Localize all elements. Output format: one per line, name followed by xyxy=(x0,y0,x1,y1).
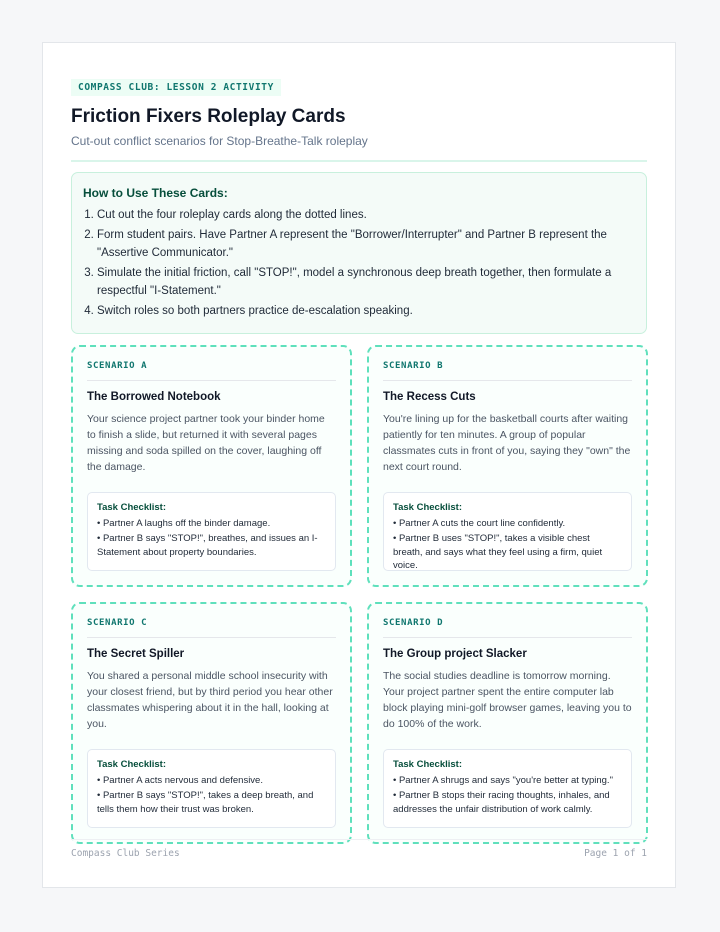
worksheet-page xyxy=(42,42,676,888)
card-divider xyxy=(383,380,632,381)
scenario-card-a xyxy=(71,345,352,587)
instruction-step: 4. Switch roles so both partners practice de-escalation speaking. xyxy=(97,302,634,320)
scenario-description: The social studies deadline is tomorrow morning. Your project partner spent the entire computer lab block playing mini-golf browser games, leaving you to do 100% of the work. xyxy=(383,669,632,730)
page-subtitle: Cut-out conflict scenarios for Stop-Breathe-Talk roleplay xyxy=(71,133,368,148)
checklist-item: • Partner A shrugs and says "you're better at typing." xyxy=(393,774,613,786)
scenario-card-grid xyxy=(71,345,647,844)
footer-page-number: Page 1 of 1 xyxy=(584,848,647,859)
header-divider xyxy=(71,160,647,162)
scenario-label: SCENARIO A xyxy=(87,360,148,371)
checklist-heading: Task Checklist: xyxy=(97,758,166,770)
instruction-step: 1. Cut out the four roleplay cards along the dotted lines. xyxy=(97,206,634,224)
scenario-label: SCENARIO B xyxy=(383,360,444,371)
checklist-item: • Partner B uses "STOP!", takes a visible chest breath, and says what they feel using a firm, quiet voice. xyxy=(393,533,603,572)
card-divider xyxy=(87,637,336,638)
page-title: Friction Fixers Roleplay Cards xyxy=(71,106,346,127)
checklist-item: • Partner A cuts the court line confidently. xyxy=(393,517,566,529)
instruction-step: 2. Form student pairs. Have Partner A represent the "Borrower/Interrupter" and Partner B represent the "Assertive Communicator." xyxy=(97,226,634,262)
scenario-title: The Recess Cuts xyxy=(383,390,476,403)
checklist-heading: Task Checklist: xyxy=(97,501,166,513)
scenario-title: The Borrowed Notebook xyxy=(87,390,221,403)
scenario-title: The Group project Slacker xyxy=(383,647,527,660)
task-checklist xyxy=(383,492,632,571)
task-checklist xyxy=(383,749,632,828)
card-divider xyxy=(383,637,632,638)
scenario-title: The Secret Spiller xyxy=(87,647,185,660)
task-checklist xyxy=(87,749,336,828)
checklist-item: • Partner B stops their racing thoughts, inhales, and addresses the unfair distribution of work calmly. xyxy=(393,790,610,815)
instructions-heading: How to Use These Cards: xyxy=(83,185,228,200)
checklist-item: • Partner B says "STOP!", takes a deep breath, and tells them how their trust was broken. xyxy=(97,790,314,815)
instructions-box xyxy=(71,172,647,334)
scenario-card-b xyxy=(367,345,648,587)
instruction-step: 3. Simulate the initial friction, call "STOP!", model a synchronous deep breath together, then formulate a respectful "I-Statement." xyxy=(97,264,634,300)
checklist-item: • Partner A acts nervous and defensive. xyxy=(97,774,263,786)
scenario-card-d xyxy=(367,602,648,844)
footer-series: Compass Club Series xyxy=(71,848,180,859)
scenario-description: You shared a personal middle school insecurity with your closest friend, but by third period you hear other classmates whispering about it in the hall, looking at you. xyxy=(87,669,333,730)
card-divider xyxy=(87,380,336,381)
checklist-heading: Task Checklist: xyxy=(393,501,462,513)
lesson-badge: COMPASS CLUB: LESSON 2 ACTIVITY xyxy=(71,79,281,96)
checklist-heading: Task Checklist: xyxy=(393,758,462,770)
scenario-card-c xyxy=(71,602,352,844)
scenario-description: You're lining up for the basketball courts after waiting patiently for ten minutes. A group of popular classmates cuts in front of you, saying they "own" the next court round. xyxy=(383,412,631,473)
checklist-item: • Partner B says "STOP!", breathes, and issues an I-Statement about property boundaries. xyxy=(97,533,318,558)
scenario-label: SCENARIO D xyxy=(383,617,444,628)
scenario-label: SCENARIO C xyxy=(87,617,148,628)
instructions-list xyxy=(83,206,634,320)
page-footer xyxy=(71,839,647,859)
scenario-description: Your science project partner took your binder home to finish a slide, but returned it with several pages missing and soda spilled on the cover, laughing off the damage. xyxy=(87,412,325,473)
task-checklist xyxy=(87,492,336,571)
checklist-item: • Partner A laughs off the binder damage. xyxy=(97,517,271,529)
